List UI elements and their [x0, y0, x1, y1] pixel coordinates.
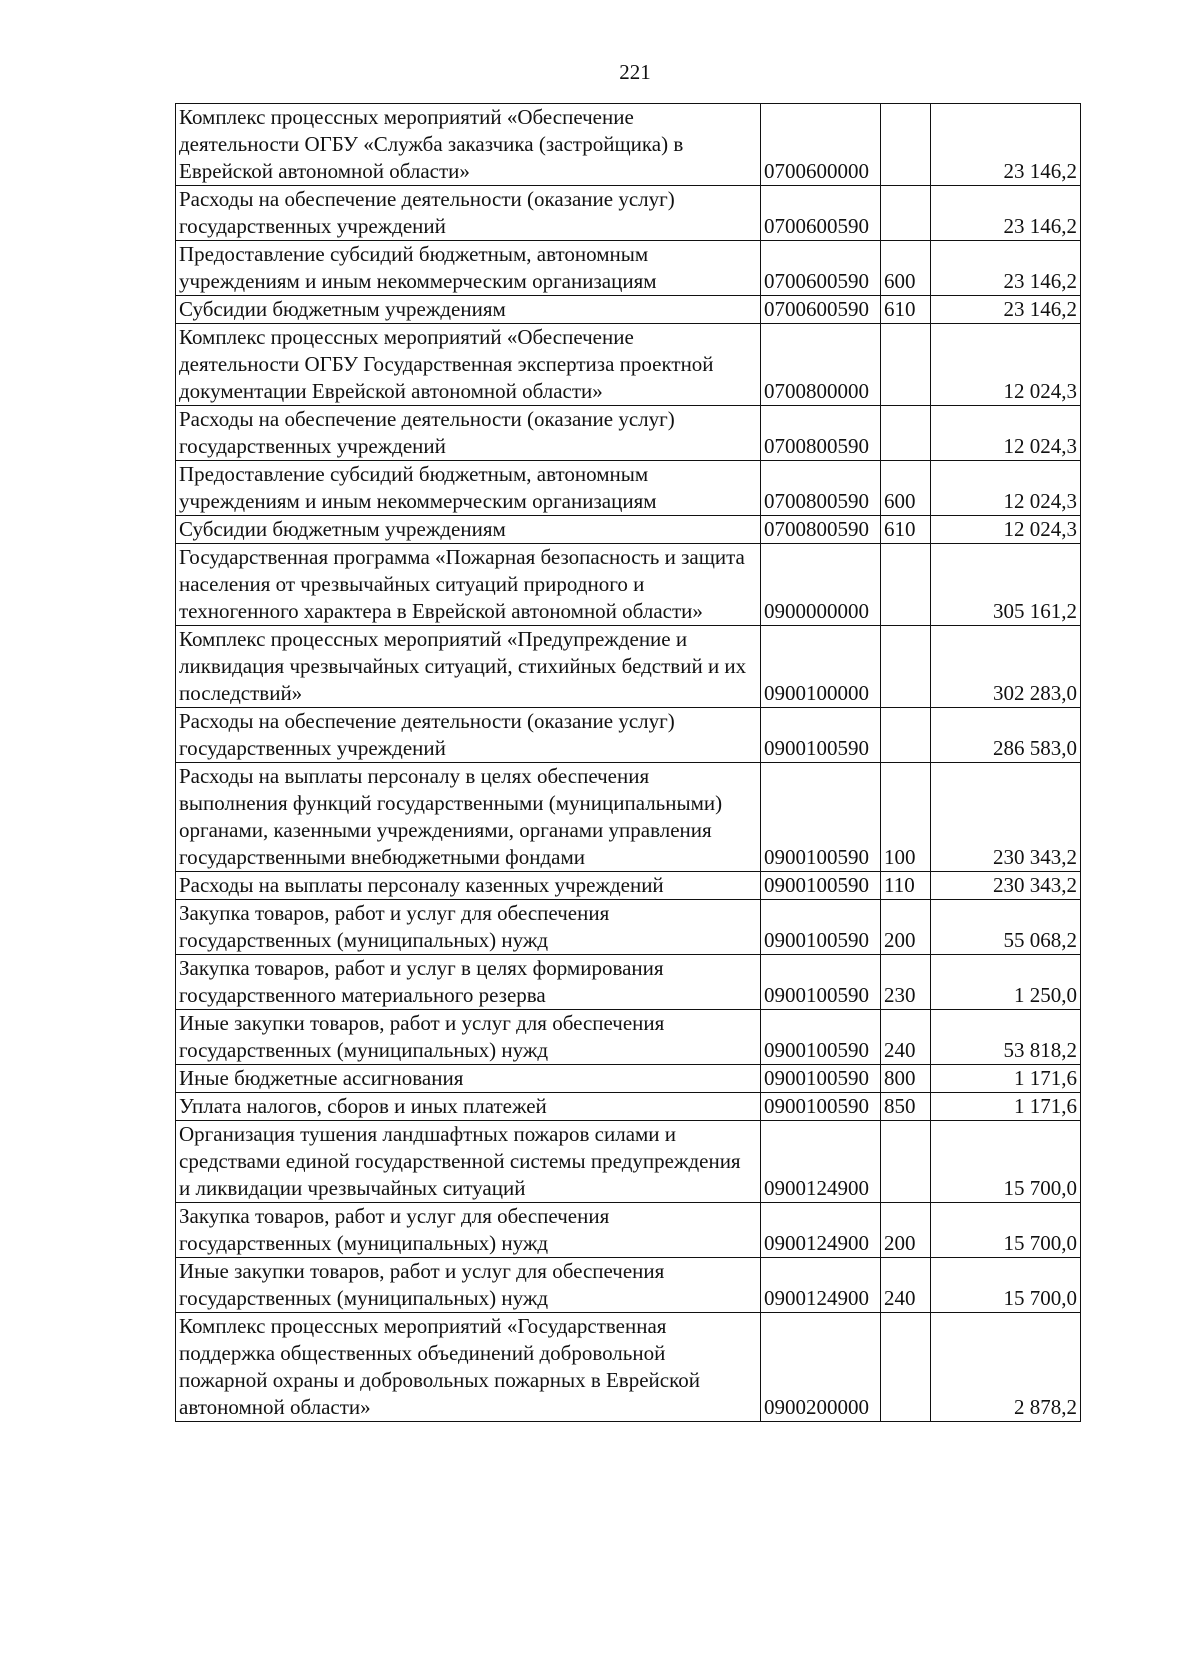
row-amount-cell: 230 343,2	[931, 763, 1081, 872]
row-type-cell	[881, 544, 931, 626]
row-name-cell: Закупка товаров, работ и услуг для обеспечения государственных (муниципальных) нужд	[176, 900, 761, 955]
row-type-cell: 100	[881, 763, 931, 872]
row-code-cell: 0900100590	[761, 1065, 881, 1093]
table-row	[176, 763, 1081, 872]
row-type-cell: 240	[881, 1010, 931, 1065]
row-code-cell: 0900100590	[761, 763, 881, 872]
row-amount-cell: 23 146,2	[931, 241, 1081, 296]
row-code-cell: 0700600590	[761, 186, 881, 241]
row-name-cell: Субсидии бюджетным учреждениям	[176, 296, 761, 324]
budget-table	[175, 103, 1081, 1422]
row-type-cell: 600	[881, 241, 931, 296]
row-amount-cell: 12 024,3	[931, 516, 1081, 544]
row-amount-cell: 2 878,2	[931, 1313, 1081, 1422]
row-code-cell: 0900124900	[761, 1203, 881, 1258]
row-code-cell: 0700800590	[761, 461, 881, 516]
row-amount-cell: 15 700,0	[931, 1203, 1081, 1258]
row-amount-cell: 12 024,3	[931, 324, 1081, 406]
table-row	[176, 1121, 1081, 1203]
row-type-cell: 800	[881, 1065, 931, 1093]
row-type-cell	[881, 324, 931, 406]
row-code-cell: 0900100590	[761, 872, 881, 900]
row-code-cell: 0900100590	[761, 708, 881, 763]
row-amount-cell: 12 024,3	[931, 406, 1081, 461]
row-type-cell	[881, 104, 931, 186]
row-code-cell: 0900000000	[761, 544, 881, 626]
row-name-cell: Расходы на выплаты персоналу в целях обеспечения выполнения функций государственными (муниципальными) органами, казенными учреждениями, органами управления государственными внебюджетными фондами	[176, 763, 761, 872]
table-row	[176, 1203, 1081, 1258]
row-name-cell: Иные бюджетные ассигнования	[176, 1065, 761, 1093]
row-amount-cell: 230 343,2	[931, 872, 1081, 900]
row-amount-cell: 15 700,0	[931, 1258, 1081, 1313]
row-code-cell: 0900100590	[761, 900, 881, 955]
table-row	[176, 872, 1081, 900]
table-row	[176, 1093, 1081, 1121]
table-row	[176, 104, 1081, 186]
row-type-cell	[881, 186, 931, 241]
row-name-cell: Расходы на обеспечение деятельности (оказание услуг) государственных учреждений	[176, 406, 761, 461]
row-type-cell: 110	[881, 872, 931, 900]
row-type-cell	[881, 406, 931, 461]
row-code-cell: 0900100590	[761, 955, 881, 1010]
row-type-cell: 610	[881, 516, 931, 544]
row-type-cell: 850	[881, 1093, 931, 1121]
table-row	[176, 186, 1081, 241]
row-type-cell: 610	[881, 296, 931, 324]
table-row	[176, 516, 1081, 544]
table-row	[176, 241, 1081, 296]
table-row	[176, 626, 1081, 708]
row-name-cell: Комплекс процессных мероприятий «Предупреждение и ликвидация чрезвычайных ситуаций, стихийных бедствий и их последствий»	[176, 626, 761, 708]
row-amount-cell: 1 171,6	[931, 1093, 1081, 1121]
row-code-cell: 0700600590	[761, 296, 881, 324]
budget-table-body	[176, 104, 1081, 1422]
row-amount-cell: 1 250,0	[931, 955, 1081, 1010]
table-row	[176, 1258, 1081, 1313]
row-amount-cell: 1 171,6	[931, 1065, 1081, 1093]
row-amount-cell: 302 283,0	[931, 626, 1081, 708]
table-row	[176, 324, 1081, 406]
row-code-cell: 0700600000	[761, 104, 881, 186]
row-name-cell: Расходы на обеспечение деятельности (оказание услуг) государственных учреждений	[176, 708, 761, 763]
row-name-cell: Предоставление субсидий бюджетным, автономным учреждениям и иным некоммерческим организациям	[176, 461, 761, 516]
row-type-cell: 600	[881, 461, 931, 516]
row-name-cell: Иные закупки товаров, работ и услуг для обеспечения государственных (муниципальных) нужд	[176, 1010, 761, 1065]
table-row	[176, 1313, 1081, 1422]
row-amount-cell: 15 700,0	[931, 1121, 1081, 1203]
table-row	[176, 406, 1081, 461]
row-code-cell: 0900200000	[761, 1313, 881, 1422]
page-number: 221	[619, 60, 651, 84]
row-amount-cell: 286 583,0	[931, 708, 1081, 763]
table-row	[176, 1065, 1081, 1093]
row-amount-cell: 23 146,2	[931, 186, 1081, 241]
row-type-cell: 230	[881, 955, 931, 1010]
table-row	[176, 900, 1081, 955]
row-type-cell	[881, 1121, 931, 1203]
row-name-cell: Закупка товаров, работ и услуг для обеспечения государственных (муниципальных) нужд	[176, 1203, 761, 1258]
row-code-cell: 0700800590	[761, 516, 881, 544]
table-row	[176, 296, 1081, 324]
row-amount-cell: 12 024,3	[931, 461, 1081, 516]
row-amount-cell: 305 161,2	[931, 544, 1081, 626]
row-name-cell: Уплата налогов, сборов и иных платежей	[176, 1093, 761, 1121]
row-name-cell: Расходы на обеспечение деятельности (оказание услуг) государственных учреждений	[176, 186, 761, 241]
row-type-cell	[881, 626, 931, 708]
table-row	[176, 544, 1081, 626]
row-type-cell: 200	[881, 900, 931, 955]
row-name-cell: Расходы на выплаты персоналу казенных учреждений	[176, 872, 761, 900]
row-amount-cell: 23 146,2	[931, 296, 1081, 324]
row-type-cell	[881, 1313, 931, 1422]
row-name-cell: Комплекс процессных мероприятий «Государственная поддержка общественных объединений добровольной пожарной охраны и добровольных пожарных в Еврейской автономной области»	[176, 1313, 761, 1422]
table-row	[176, 1010, 1081, 1065]
row-name-cell: Государственная программа «Пожарная безопасность и защита населения от чрезвычайных ситуаций природного и техногенного характера в Еврейской автономной области»	[176, 544, 761, 626]
row-code-cell: 0700600590	[761, 241, 881, 296]
row-type-cell	[881, 708, 931, 763]
row-amount-cell: 23 146,2	[931, 104, 1081, 186]
row-type-cell: 240	[881, 1258, 931, 1313]
row-name-cell: Комплекс процессных мероприятий «Обеспечение деятельности ОГБУ Государственная экспертиза проектной документации Еврейской автономной области»	[176, 324, 761, 406]
row-name-cell: Организация тушения ландшафтных пожаров силами и средствами единой государственной системы предупреждения и ликвидации чрезвычайных ситуаций	[176, 1121, 761, 1203]
row-code-cell: 0900100590	[761, 1093, 881, 1121]
table-row	[176, 461, 1081, 516]
row-name-cell: Предоставление субсидий бюджетным, автономным учреждениям и иным некоммерческим организациям	[176, 241, 761, 296]
row-code-cell: 0900100000	[761, 626, 881, 708]
row-code-cell: 0700800000	[761, 324, 881, 406]
row-name-cell: Закупка товаров, работ и услуг в целях формирования государственного материального резерва	[176, 955, 761, 1010]
row-type-cell: 200	[881, 1203, 931, 1258]
row-code-cell: 0900100590	[761, 1010, 881, 1065]
table-row	[176, 708, 1081, 763]
row-amount-cell: 53 818,2	[931, 1010, 1081, 1065]
table-row	[176, 955, 1081, 1010]
row-name-cell: Субсидии бюджетным учреждениям	[176, 516, 761, 544]
row-code-cell: 0700800590	[761, 406, 881, 461]
row-name-cell: Иные закупки товаров, работ и услуг для обеспечения государственных (муниципальных) нужд	[176, 1258, 761, 1313]
row-code-cell: 0900124900	[761, 1258, 881, 1313]
row-code-cell: 0900124900	[761, 1121, 881, 1203]
row-amount-cell: 55 068,2	[931, 900, 1081, 955]
row-name-cell: Комплекс процессных мероприятий «Обеспечение деятельности ОГБУ «Служба заказчика (застройщика) в Еврейской автономной области»	[176, 104, 761, 186]
